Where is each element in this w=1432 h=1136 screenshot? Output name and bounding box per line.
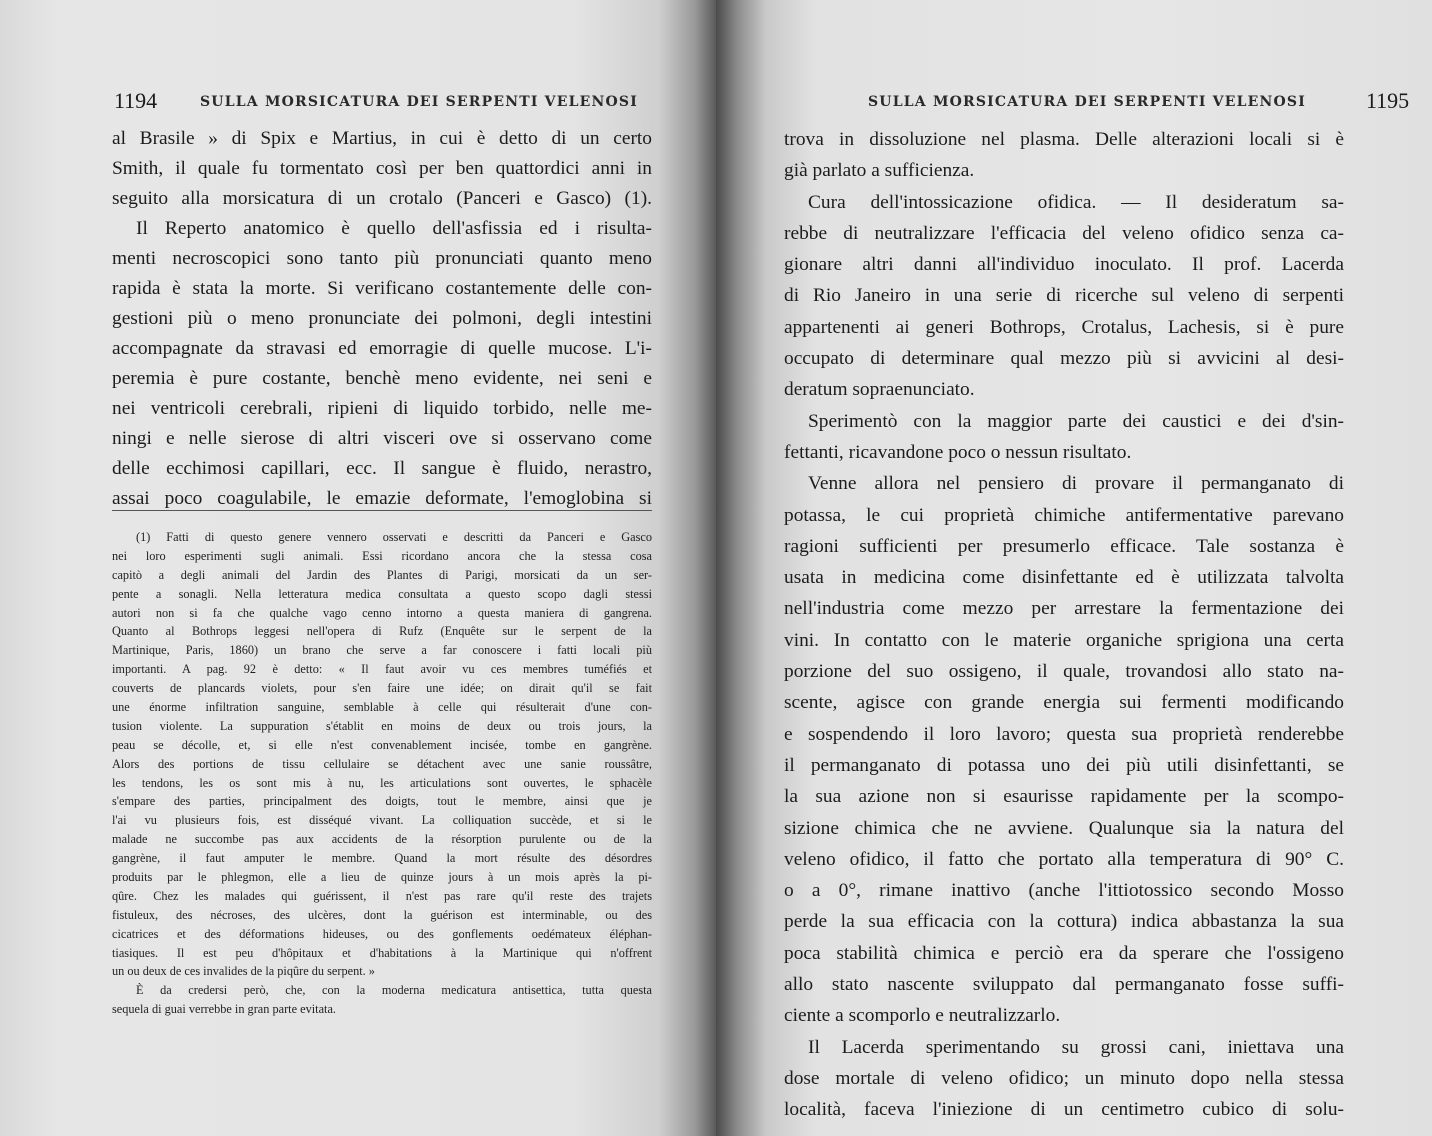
footnote-rule bbox=[112, 510, 652, 511]
text-line: nell'industria come mezzo per arrestare la fermentazione dei bbox=[784, 598, 1344, 620]
text-line: trova in dissoluzione nel plasma. Delle alterazioni locali si è bbox=[784, 129, 1344, 150]
text-line: fistuleux, des nécroses, des ulcères, dont la guérison est interminable, ou des bbox=[112, 907, 652, 922]
text-line: menti necroscopici sono tanto più pronunciati quanto meno bbox=[112, 248, 652, 269]
text-line: assai poco coagulabile, le emazie deformate, l'emoglobina si bbox=[112, 488, 652, 509]
text-line: les tendons, les os sont mis à nu, les articulations sont ouvertes, le sphacèle bbox=[112, 775, 652, 790]
text-line: seguito alla morsicatura di un crotalo (Panceri e Gasco) (1). bbox=[112, 188, 652, 209]
text-line: appartenenti ai generi Bothrops, Crotalus, Lachesis, si è pure bbox=[784, 316, 1344, 338]
text-line: produits par le phlegmon, elle a lieu de quinze jours à un mois après la pi- bbox=[112, 870, 652, 885]
text-line: o a 0°, rimane inattivo (anche l'ittiotossico secondo Mosso bbox=[784, 880, 1344, 902]
text-line: delle ecchimosi capillari, ecc. Il sangue è fluido, nerastro, bbox=[112, 458, 652, 479]
text-line: tiasiques. Il est peu d'hôpitaux et d'habitations à la Martinique qui n'offrent bbox=[112, 945, 652, 960]
text-line: e sospendendo il loro lavoro; questa sua proprietà renderebbe bbox=[784, 723, 1344, 745]
text-line: couverts de plancards violets, pour s'en faire une idée; on dirait qu'il se fait bbox=[112, 681, 652, 696]
text-line: il permanganato di potassa uno dei più utili disinfettanti, se bbox=[784, 754, 1344, 776]
text-line: località, faceva l'iniezione di un centimetro cubico di solu- bbox=[784, 1099, 1344, 1121]
text-line: peau se décolle, et, si elle n'est convenablement incisée, tombe en gangrène. bbox=[112, 737, 652, 752]
text-line: une énorme infiltration sanguine, semblable à celle qui résulterait d'une con- bbox=[112, 700, 652, 715]
text-line: gionare altri danni all'individuo inoculato. Il prof. Lacerda bbox=[784, 254, 1344, 276]
text-line: Venne allora nel pensiero di provare il permanganato di bbox=[808, 473, 1344, 495]
text-line: allo stato nascente sviluppato dal permanganato fosse suffi- bbox=[784, 974, 1344, 996]
text-line: deratum sopraenunciato. bbox=[784, 379, 975, 401]
text-line: ningi e nelle sierose di altri visceri ove si osservano come bbox=[112, 428, 652, 449]
text-line: ciente a scomporlo e neutralizzarlo. bbox=[784, 1005, 1061, 1027]
text-line: tusion violente. La suppuration s'établit en moins de deux ou trois jours, la bbox=[112, 718, 652, 733]
right-page-number: 1195 bbox=[1366, 88, 1410, 113]
left-running-title: SULLA MORSICATURA DEI SERPENTI VELENOSI bbox=[200, 94, 638, 110]
left-page-header bbox=[0, 86, 716, 122]
text-line: dose mortale di veleno ofidico; un minuto dopo nella stessa bbox=[784, 1067, 1344, 1089]
text-line: un ou deux de ces invalides de la piqûre du serpent. » bbox=[112, 964, 375, 979]
text-line: già parlato a sufficienza. bbox=[784, 160, 975, 182]
text-line: s'empare des parties, principalment des doigts, tout le membre, ainsi que je bbox=[112, 794, 652, 809]
text-line: Smith, il quale fu tormentato così per ben quattordici anni in bbox=[112, 158, 652, 179]
text-line: sequela di guai verrebbe in gran parte evitata. bbox=[112, 1002, 336, 1017]
text-line: l'ai vu plusieurs fois, est disséqué vivant. La colliquation succède, et si le bbox=[112, 813, 652, 828]
text-line: nei ventricoli cerebrali, ripieni di liquido torbido, nelle me- bbox=[112, 398, 652, 419]
text-line: qûre. Chez les malades qui guérissent, il n'est pas rare qu'il reste des trajets bbox=[112, 888, 652, 903]
text-line: la sua azione non si esaurisse rapidamente per la scompo- bbox=[784, 786, 1344, 808]
text-line: Cura dell'intossicazione ofidica. — Il desideratum sa- bbox=[808, 191, 1344, 213]
text-line: gangrène, il faut amputer le membre. Quand la mort résulte des désordres bbox=[112, 851, 652, 866]
text-line: perde la sua efficacia con la cottura) indica abbastanza la sua bbox=[784, 911, 1344, 933]
text-line: porzione del suo ossigeno, il quale, trovandosi allo stato na- bbox=[784, 661, 1344, 683]
right-page-header bbox=[716, 86, 1432, 122]
text-line: Il Reperto anatomico è quello dell'asfissia ed i risulta- bbox=[136, 218, 652, 239]
text-line: occupato di determinare qual mezzo più si avvicini al desi- bbox=[784, 348, 1344, 370]
text-line: vini. In contatto con le materie organiche sprigiona una certa bbox=[784, 629, 1344, 651]
text-line: sizione chimica che ne avviene. Qualunque sia la natura del bbox=[784, 817, 1344, 839]
text-line: Il Lacerda sperimentando su grossi cani, iniettava una bbox=[808, 1036, 1344, 1058]
right-body-text bbox=[784, 124, 1344, 1126]
text-line: potassa, le cui proprietà chimiche antifermentative parevano bbox=[784, 504, 1344, 526]
text-line: ragioni sufficienti per presumerlo efficace. Tale sostanza è bbox=[784, 535, 1344, 557]
text-line: autori non si fa che qualche vago cenno intorno a questa maniera di gangrena. bbox=[112, 605, 652, 620]
text-line: accompagnate da stravasi ed emorragie di quelle mucose. L'i- bbox=[112, 338, 652, 359]
text-line: pente a sonagli. Nella letteratura medica consultata a questo scopo dagli stessi bbox=[112, 586, 652, 601]
text-line: cicatrices et des déformations hideuses, ou des gonflements oedémateux éléphan- bbox=[112, 926, 652, 941]
text-line: Martinique, Paris, 1860) un brano che serve a far conoscere i fatti locali più bbox=[112, 643, 652, 658]
text-line: fettanti, ricavandone poco o nessun risultato. bbox=[784, 441, 1132, 463]
text-line: rapida è stata la morte. Si verificano costantemente delle con- bbox=[112, 278, 652, 299]
text-line: Sperimentò con la maggior parte dei caustici e dei d'sin- bbox=[808, 410, 1344, 432]
text-line: (1) Fatti di questo genere vennero osservati e descritti da Panceri e Gasco bbox=[136, 530, 652, 544]
text-line: scente, agisce con grande energia sui fermenti modificando bbox=[784, 692, 1344, 714]
footnote bbox=[112, 528, 652, 1019]
text-line: importanti. A pag. 92 è detto: « Il faut avoir vu ces membres tuméfiés et bbox=[112, 662, 652, 677]
text-line: veleno ofidico, il fatto che portato alla temperatura di 90° C. bbox=[784, 848, 1344, 870]
text-line: Alors des portions de tissu cellulaire se détachent avec une sanie roussâtre, bbox=[112, 756, 652, 771]
text-line: Quanto al Bothrops leggesi nell'opera di Rufz (Enquête sur le serpent de la bbox=[112, 624, 652, 639]
text-line: malade ne succombe pas aux accidents de la résorption purulente ou de la bbox=[112, 832, 652, 847]
right-page bbox=[716, 0, 1432, 1136]
left-page-number: 1194 bbox=[114, 88, 158, 113]
text-line: poca stabilità chimica e perciò era da sperare che l'ossigeno bbox=[784, 942, 1344, 964]
text-line: nei loro esperimenti sugli animali. Essi ricordano ancora che la stessa cosa bbox=[112, 548, 652, 563]
text-line: rebbe di neutralizzare l'efficacia del veleno ofidico senza ca- bbox=[784, 222, 1344, 244]
text-line: usata in medicina come disinfettante ed è utilizzata talvolta bbox=[784, 567, 1344, 589]
text-line: peremia è pure costante, benchè meno evidente, nei seni e bbox=[112, 368, 652, 389]
text-line: gestioni più o meno pronunciate dei polmoni, degli intestini bbox=[112, 308, 652, 329]
text-line: capitò a degli animali del Jardin des Plantes di Parigi, morsicati da un ser- bbox=[112, 567, 652, 582]
text-line: È da credersi però, che, con la moderna medicatura antisettica, tutta questa bbox=[136, 983, 652, 998]
left-body-text bbox=[112, 124, 652, 514]
right-running-title: SULLA MORSICATURA DEI SERPENTI VELENOSI bbox=[868, 94, 1306, 110]
text-line: al Brasile » di Spix e Martius, in cui è detto di un certo bbox=[112, 128, 652, 149]
text-line: di Rio Janeiro in una serie di ricerche sul veleno di serpenti bbox=[784, 285, 1344, 307]
